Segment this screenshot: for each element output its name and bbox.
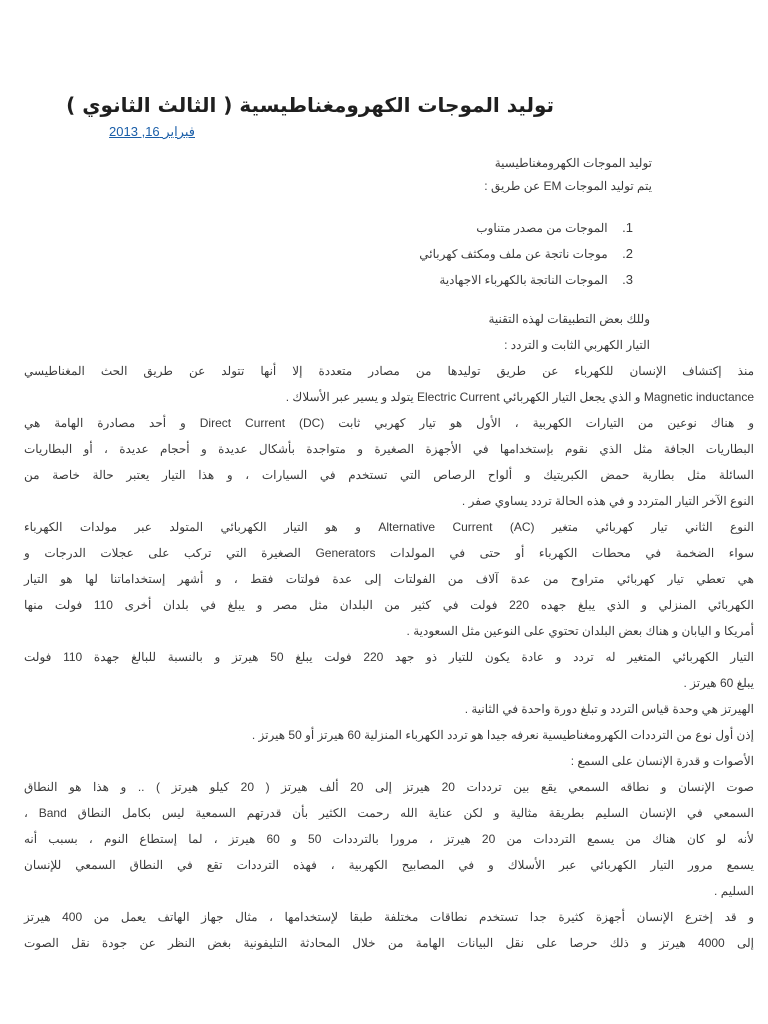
paragraph-line: وللك بعض التطبيقات لهذه التقنية: [488, 312, 650, 326]
paragraph-line: لأنه لو كان هناك من يسمع الترددات من 20 هيرتز ، مرورا بالترددات 50 و 60 هيرتز ، لما إستطاع النوم ، بسبب أنه: [24, 832, 754, 846]
paragraph-line: إذن أول نوع من الترددات الكهرومغناطيسية نعرفه جيدا هو تردد الكهرباء المنزلية 60 هيرتز أو 50 هيرتز .: [251, 728, 754, 742]
list-text: موجات ناتجة عن ملف ومكثف كهربائي: [419, 247, 608, 261]
intro-line: يتم توليد الموجات EM عن طريق :: [484, 179, 652, 193]
article-body: [0, 150, 768, 1024]
paragraph-line: الكهربائي المنزلي و الذي يبلغ جهده 220 فولت في كثير من البلدان مثل مصر و يبلغ في بلدان أخرى 110 فولت منها: [24, 598, 755, 612]
paragraph-line: إلى 4000 هيرتز و ذلك حرصا على نقل البيانات الهامة من خلال المحادثة التليفونية بغض النظر عن جودة نقل الصوت: [24, 936, 754, 950]
paragraph-line: يسمع مرور التيار الكهربائي عبر الأسلاك و في المصابيح الكهربية ، فهذه الترددات تقع في النطاق السمعي للإنسان: [24, 858, 754, 872]
list-item: [419, 267, 633, 293]
paragraph-line: السليم .: [714, 884, 754, 898]
paragraph-line: Magnetic inductance و الذي يجعل التيار الكهربائي Electric Current يتولد و يسير عبر الأسلاك .: [285, 390, 754, 404]
paragraph-line: التيار الكهربائي المتغير له تردد و عادة يكون للتيار ذو جهد 220 فولت يبلغ 50 هيرتز و بالنسبة للبالغ جهدة 110 فولت: [24, 650, 754, 664]
paragraph-line: النوع الثاني تيار كهربائي متغير Alternative Current (AC) و هو التيار الكهربائي المتولد عبر مولدات الكهرباء: [24, 520, 755, 534]
paragraph-line: الأصوات و قدرة الإنسان على السمع :: [570, 754, 754, 768]
paragraph-line: أمريكا و اليابان و هناك بعض البلدان تحتوي على النوعين مثل السعودية .: [406, 624, 754, 638]
list-text: الموجات من مصدر متناوب: [476, 221, 608, 235]
method-list: [419, 215, 633, 293]
paragraph-line: البطاريات الجافة مثل الذي نقوم بإستخدامها في الأجهزة الصغيرة و متواجدة بأشكال عديدة و أحجام عديدة ، أو البطاريات: [24, 442, 754, 456]
post-date-link[interactable]: فبراير 16, 2013: [109, 124, 195, 139]
article-paragraphs: [0, 306, 755, 956]
list-number: 1.: [622, 220, 633, 235]
paragraph-line: و هناك نوعين من التيارات الكهربية ، الأول هو تيار كهربي ثابت Direct Current (DC) و أحد مصادرة الهامة هي: [24, 416, 755, 430]
article-title: توليد الموجات الكهرومغناطيسية ( الثالث الثانوي ): [66, 93, 554, 117]
intro-heading: توليد الموجات الكهرومغناطيسية: [494, 156, 652, 170]
paragraph-line: سواء الضخمة في محطات الكهرباء أو حتى في المولدات Generators الصغيرة التي تركب على عجلات الدرجات و: [24, 546, 754, 560]
paragraph-line: منذ إكتشاف الإنسان للكهرباء عن طريق توليدها من مصادر متعددة إلا أنها تتولد عن طريق الحث المغناطيسي: [24, 364, 754, 378]
list-number: 3.: [622, 272, 633, 287]
paragraph-line: التيار الكهربي الثابت و التردد :: [504, 338, 650, 352]
paragraph-line: الهيرتز هي وحدة قياس التردد و تبلغ دورة واحدة في الثانية .: [464, 702, 754, 716]
paragraph-line: النوع الآخر التيار المتردد و في هذه الحالة تردد يساوي صفر .: [461, 494, 754, 508]
list-item: [419, 215, 633, 241]
paragraph-line: و قد إخترع الإنسان أجهزة كثيرة جدا تستخدم نطاقات مختلفة طبقا لإستخدامها ، مثال جهاز الهاتف يعمل من 400 هيرتز: [24, 910, 754, 924]
paragraph-line: صوت الإنسان و نطاقه السمعي يقع بين ترددات 20 هيرتز إلى 20 ألف هيرتز ( 20 كيلو هيرتز ) .. و هذا هو النطاق: [24, 780, 754, 794]
paragraph-line: هي تعطي تيار كهربائي متراوح من عدة آلاف من الفولتات إلى عدة فولتات فقط ، و أشهر إستخداماتنا لها هو التيار: [24, 572, 755, 586]
paragraph-line: يبلغ 60 هيرتز .: [683, 676, 754, 690]
paragraph-line: السمعي في الإنسان السليم بطريقة مثالية و لكن عناية الله رحمت الكثير بأن قدرتهم السمعية ليس بكامل النطاق Band ،: [24, 806, 754, 820]
paragraph-line: السائلة مثل بطارية حمض الكبريتيك و ألواح الرصاص التي تستخدم في السيارات ، و هذا التيار يعتبر حالة خاصة من: [24, 468, 754, 482]
list-number: 2.: [622, 246, 633, 261]
list-text: الموجات الناتجة بالكهرباء الاجهادية: [439, 273, 608, 287]
list-item: [419, 241, 633, 267]
